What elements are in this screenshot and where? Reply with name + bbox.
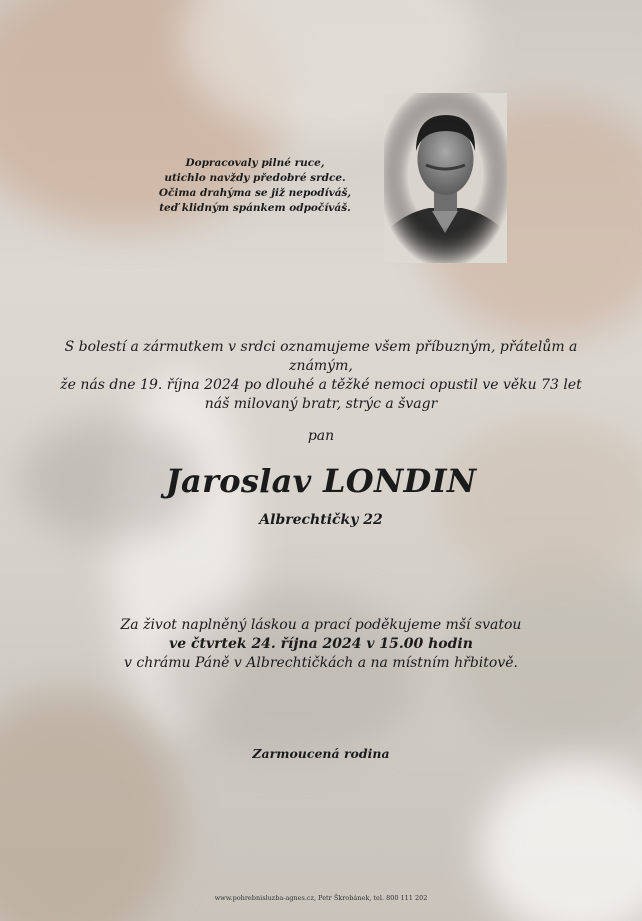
ceremony-intro: Za život naplněný láskou a prací poděkujeme mší svatou: [120, 617, 522, 633]
footer-credits: www.pohrebnisluzba-agnes.cz, Petr Škrobánek, tel. 800 111 202: [214, 894, 428, 902]
portrait-photo: [384, 93, 507, 263]
signature: Zarmoucená rodina: [252, 746, 390, 761]
announcement-line: S bolestí a zármutkem v srdci oznamujeme všem příbuzným, přátelům a známým,: [64, 339, 578, 374]
deceased-name: Jaroslav LONDIN: [165, 462, 477, 500]
honorific-title: pan: [307, 428, 335, 444]
poem-line: Dopracovaly pilné ruce,: [185, 157, 325, 169]
memorial-poem: [130, 156, 380, 216]
deceased-address: Albrechtičky 22: [259, 512, 383, 528]
ceremony-details: [40, 616, 602, 673]
death-announcement: [40, 338, 602, 414]
poem-line: utichlo navždy předobré srdce.: [164, 172, 346, 184]
ceremony-datetime: ve čtvrtek 24. října 2024 v 15.00 hodin: [169, 636, 473, 652]
announcement-line: že nás dne 19. října 2024 po dlouhé a těžké nemoci opustil ve věku 73 let: [60, 377, 582, 393]
poem-line: teď klidným spánkem odpočíváš.: [159, 202, 351, 214]
poem-line: Očima drahýma se již nepodíváš,: [158, 187, 352, 199]
announcement-line: náš milovaný bratr, strýc a švagr: [204, 396, 438, 412]
ceremony-place: v chrámu Páně v Albrechtičkách a na místním hřbitově.: [124, 655, 518, 671]
